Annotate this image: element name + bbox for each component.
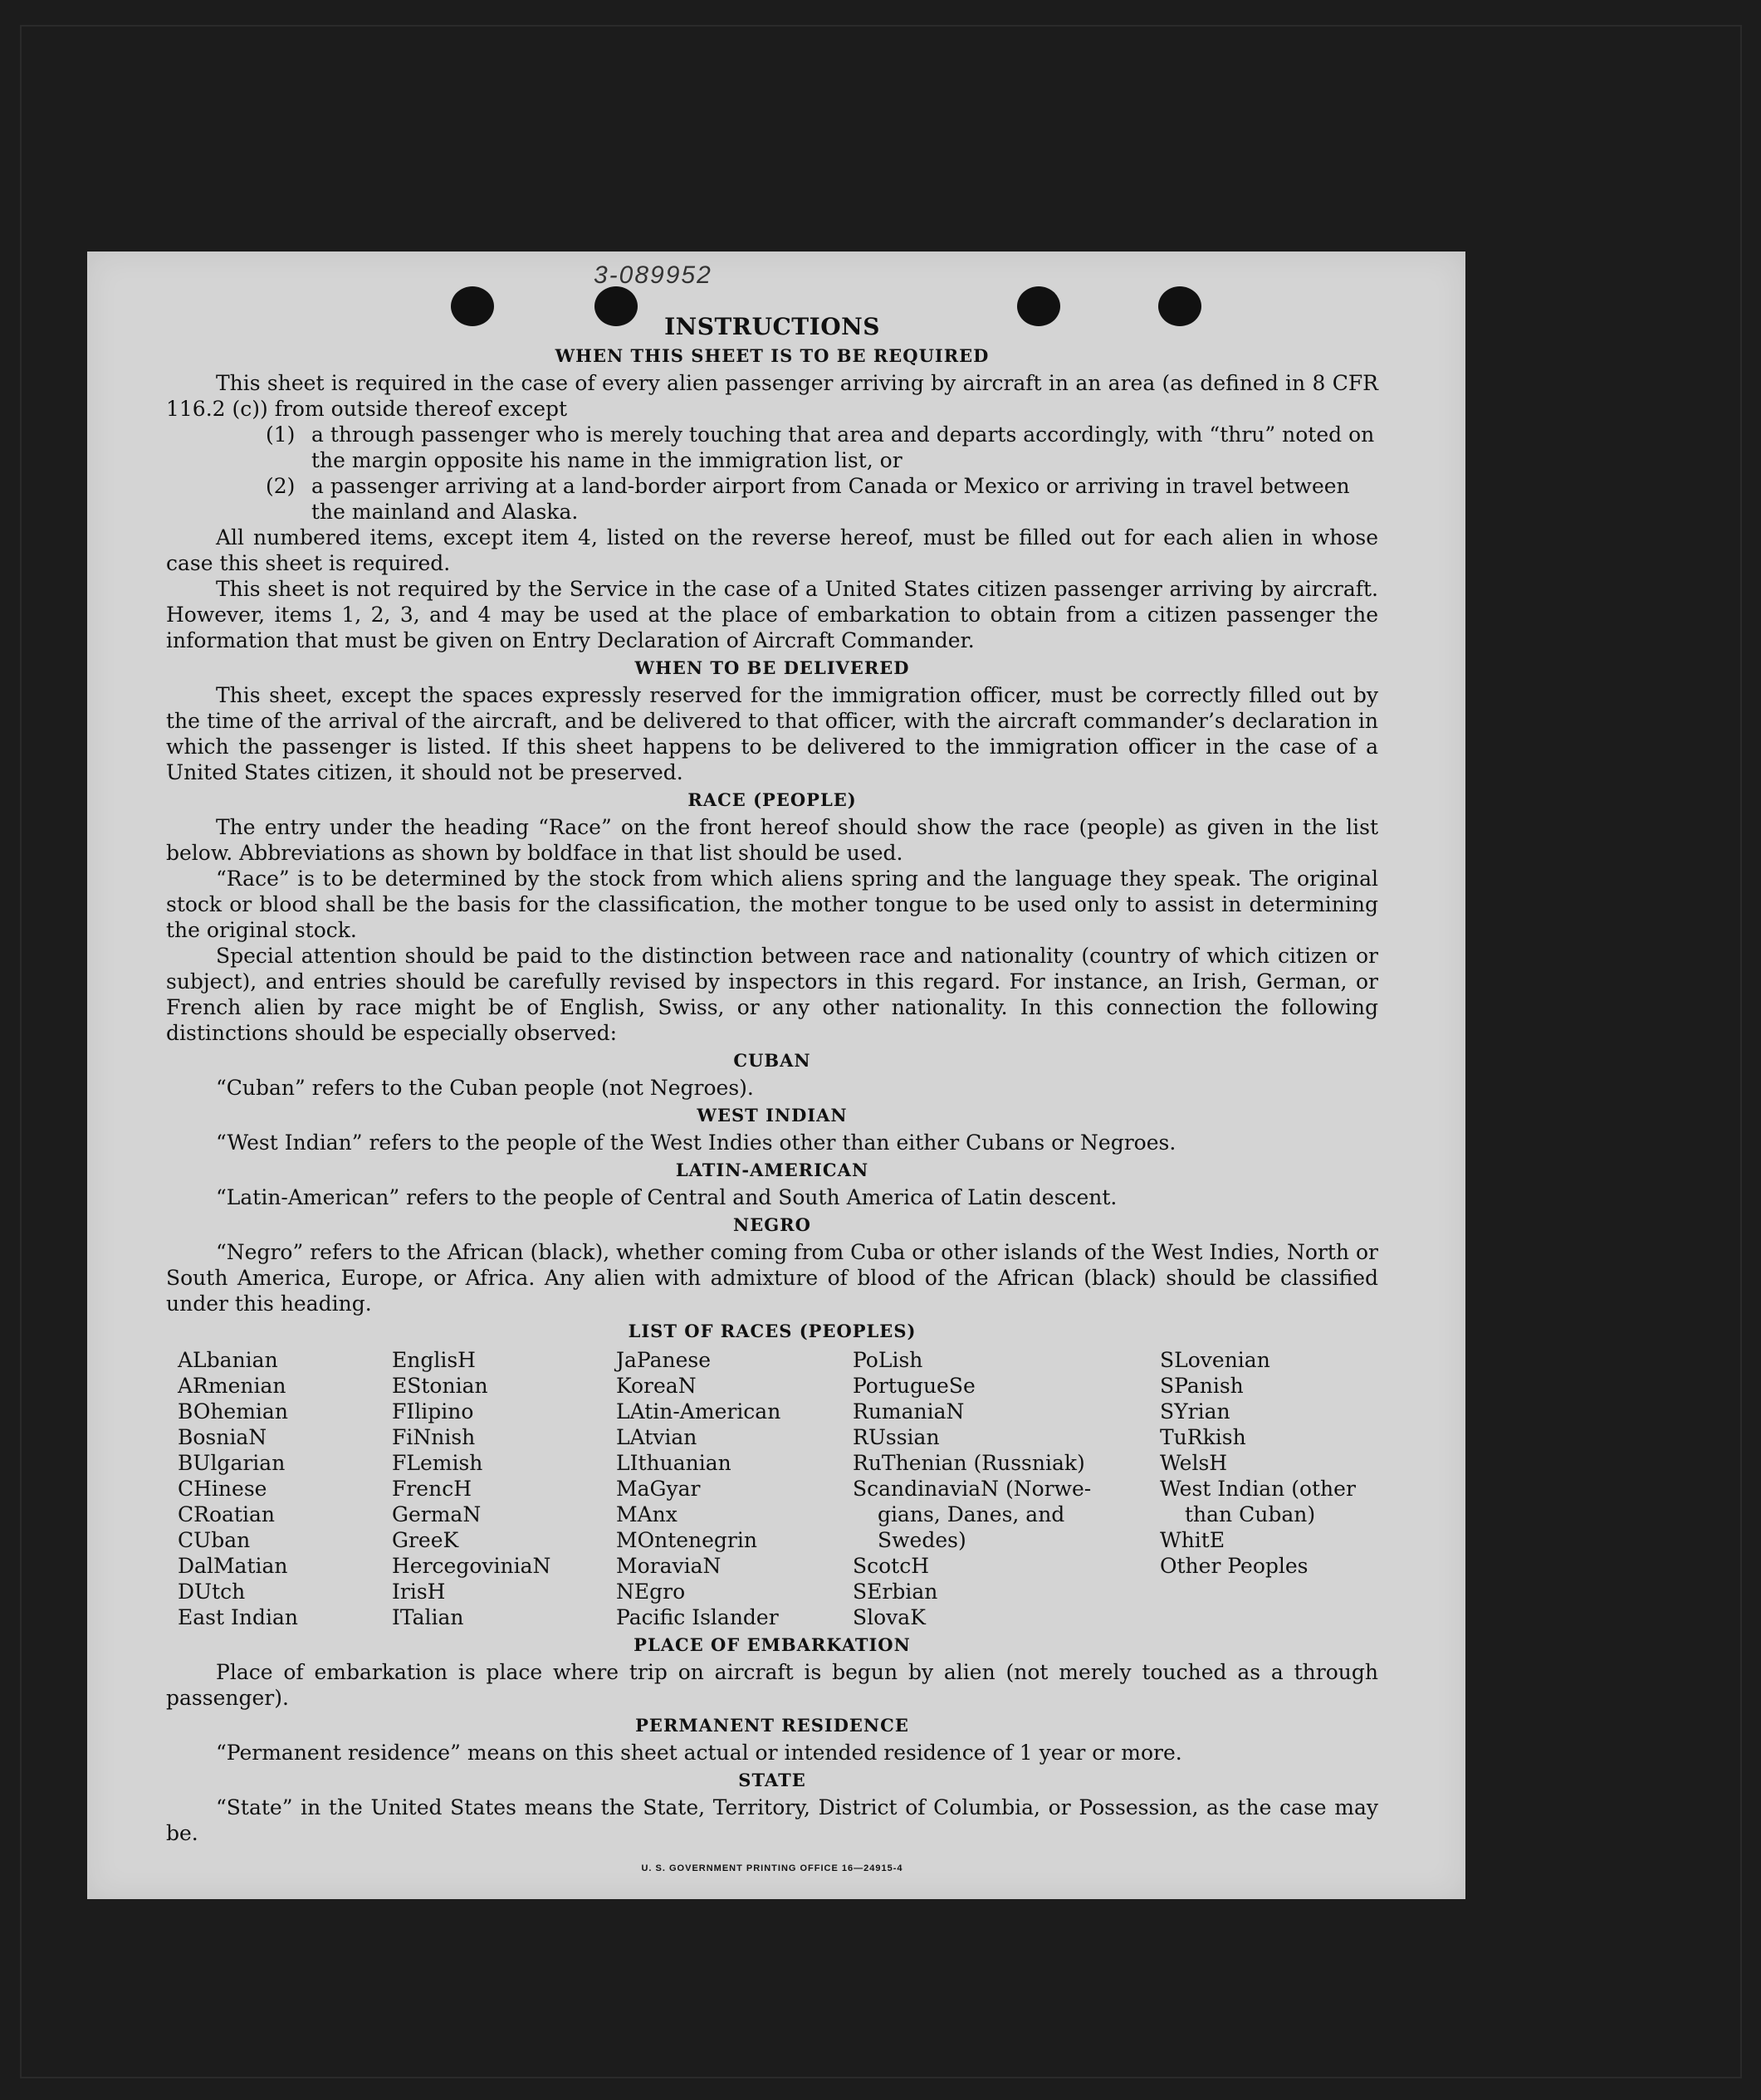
race-item: FrencH <box>392 1477 472 1501</box>
section-heading: LIST OF RACES (PEOPLES) <box>628 1321 917 1341</box>
race-item: ScotcH <box>853 1554 930 1578</box>
race-item: MoraviaN <box>616 1554 722 1578</box>
race-column <box>853 1347 1160 1630</box>
race-item: East Indian <box>178 1605 298 1629</box>
race-item: PortugueSe <box>853 1374 976 1398</box>
race-item: ALbanian <box>178 1348 278 1372</box>
race-item: West Indian (other <box>1160 1477 1356 1501</box>
race-column <box>392 1347 616 1630</box>
race-item: RumaniaN <box>853 1399 965 1424</box>
paragraph: “Negro” refers to the African (black), whether coming from Cuba or other islands of the West Indies, North or South America, Europe, or Africa. Any alien with admixture of blood of the African (black) should be classified under this heading. <box>166 1240 1378 1316</box>
paragraph: The entry under the heading “Race” on the front hereof should show the race (people) as given in the list below. Abbreviations as shown by boldface in that list should be used. <box>166 815 1378 865</box>
numbered-item <box>266 473 1378 525</box>
race-item: FIlipino <box>392 1399 474 1424</box>
race-item: KoreaN <box>616 1374 697 1398</box>
section-heading: RACE (PEOPLE) <box>687 789 857 810</box>
race-item: GreeK <box>392 1528 459 1552</box>
race-item: MaGyar <box>616 1477 701 1501</box>
item-number: (1) <box>266 422 296 447</box>
race-item: EnglisH <box>392 1348 476 1372</box>
race-item: EStonian <box>392 1374 488 1398</box>
section-heading: STATE <box>738 1770 806 1790</box>
race-item: CRoatian <box>178 1502 275 1526</box>
race-item: WelsH <box>1160 1451 1228 1475</box>
section-heading: NEGRO <box>733 1214 811 1235</box>
item-text: a through passenger who is merely touching that area and departs accordingly, with “thru” noted on the margin opposite his name in the immigration list, or <box>311 422 1375 472</box>
race-item: LAtvian <box>616 1425 697 1449</box>
race-item: JaPanese <box>616 1348 712 1372</box>
paragraph: Special attention should be paid to the distinction between race and nationality (country of which citizen or subject), and entries should be carefully revised by inspectors in this regard. For instance, an Irish, German, or French alien by race might be of English, Swiss, or any other nationality. In this connection the following distinctions should be especially observed: <box>166 944 1378 1045</box>
race-item: PoLish <box>853 1348 923 1372</box>
race-item: DalMatian <box>178 1554 288 1578</box>
race-item: Swedes) <box>878 1528 966 1552</box>
race-item: SYrian <box>1160 1399 1230 1424</box>
race-item: ARmenian <box>178 1374 286 1398</box>
race-item: MAnx <box>616 1502 677 1526</box>
race-item: Pacific Islander <box>616 1605 779 1629</box>
race-column <box>178 1347 392 1630</box>
race-item: gians, Danes, and <box>878 1502 1065 1526</box>
section-heading: PLACE OF EMBARKATION <box>633 1634 911 1655</box>
race-item: than Cuban) <box>1185 1502 1316 1526</box>
paragraph: “Latin-American” refers to the people of Central and South America of Latin descent. <box>216 1185 1118 1209</box>
race-item: MOntenegrin <box>616 1528 757 1552</box>
instructions-body <box>166 314 1378 1882</box>
race-item: DUtch <box>178 1580 246 1604</box>
race-item: FLemish <box>392 1451 483 1475</box>
paragraph: Place of embarkation is place where trip on aircraft is begun by alien (not merely touched as a through passenger). <box>166 1660 1378 1710</box>
race-item: SlovaK <box>853 1605 926 1629</box>
section-heading: PERMANENT RESIDENCE <box>635 1715 909 1736</box>
paragraph: This sheet is not required by the Service in the case of a United States citizen passenger arriving by aircraft. However, items 1, 2, 3, and 4 may be used at the place of embarkation to obtain from a citizen passenger the information that must be given on Entry Declaration of Aircraft Commander. <box>166 577 1378 652</box>
item-text: a passenger arriving at a land-border airport from Canada or Mexico or arriving in travel between the mainland and Alaska. <box>311 474 1350 524</box>
race-item: ScandinaviaN (Norwe- <box>853 1477 1092 1501</box>
printer-imprint: U. S. GOVERNMENT PRINTING OFFICE 16—24915-4 <box>641 1863 903 1873</box>
race-item: SLovenian <box>1160 1348 1270 1372</box>
race-item: CUban <box>178 1528 251 1552</box>
race-item: CHinese <box>178 1477 267 1501</box>
paragraph: This sheet, except the spaces expressly reserved for the immigration officer, must be correctly filled out by the time of the arrival of the aircraft, and be delivered to that officer, with the aircraft commander’s declaration in which the passenger is listed. If this sheet happens to be delivered to the immigration officer in the case of a United States citizen, it should not be preserved. <box>166 683 1378 784</box>
paragraph: All numbered items, except item 4, listed on the reverse hereof, must be filled out for each alien in whose case this sheet is required. <box>166 525 1378 575</box>
section-heading: LATIN-AMERICAN <box>675 1160 869 1180</box>
paragraph: “West Indian” refers to the people of the West Indies other than either Cubans or Negroes. <box>216 1131 1176 1155</box>
race-item: FiNnish <box>392 1425 476 1449</box>
race-item: GermaN <box>392 1502 482 1526</box>
race-item: WhitE <box>1160 1528 1225 1552</box>
numbered-item <box>266 422 1378 473</box>
race-column <box>616 1347 853 1630</box>
race-item: Other Peoples <box>1160 1554 1309 1578</box>
paragraph: “Permanent residence” means on this sheet actual or intended residence of 1 year or more. <box>216 1741 1182 1765</box>
race-item: LIthuanian <box>616 1451 731 1475</box>
handwritten-number: 3-089952 <box>594 261 712 289</box>
race-item: BOhemian <box>178 1399 288 1424</box>
paragraph: “Race” is to be determined by the stock from which aliens spring and the language they speak. The original stock or blood shall be the basis for the classification, the mother tongue to be used only to assist in determining the original stock. <box>166 867 1378 942</box>
section-heading: WHEN TO BE DELIVERED <box>634 657 910 678</box>
race-column <box>1160 1347 1376 1630</box>
race-item: LAtin-American <box>616 1399 781 1424</box>
paragraph: “State” in the United States means the State, Territory, District of Columbia, or Possession, as the case may be. <box>166 1795 1378 1845</box>
race-item: SPanish <box>1160 1374 1244 1398</box>
page-title: INSTRUCTIONS <box>664 313 880 340</box>
race-item: IrisH <box>392 1580 446 1604</box>
race-item: TuRkish <box>1160 1425 1246 1449</box>
race-item: BosniaN <box>178 1425 267 1449</box>
race-item: RUssian <box>853 1425 940 1449</box>
section-heading: WEST INDIAN <box>697 1105 848 1126</box>
race-item: HercegoviniaN <box>392 1554 551 1578</box>
item-number: (2) <box>266 474 296 498</box>
race-item: RuThenian (Russniak) <box>853 1451 1085 1475</box>
race-item: ITalian <box>392 1605 464 1629</box>
race-list <box>178 1347 1378 1630</box>
race-item: BUlgarian <box>178 1451 286 1475</box>
section-heading: WHEN THIS SHEET IS TO BE REQUIRED <box>555 345 990 366</box>
section-heading: CUBAN <box>733 1050 811 1071</box>
race-item: SErbian <box>853 1580 938 1604</box>
paragraph: This sheet is required in the case of every alien passenger arriving by aircraft in an area (as defined in 8 CFR 116.2 (c)) from outside thereof except <box>166 371 1378 421</box>
race-item: NEgro <box>616 1580 686 1604</box>
paragraph: “Cuban” refers to the Cuban people (not Negroes). <box>216 1076 754 1100</box>
